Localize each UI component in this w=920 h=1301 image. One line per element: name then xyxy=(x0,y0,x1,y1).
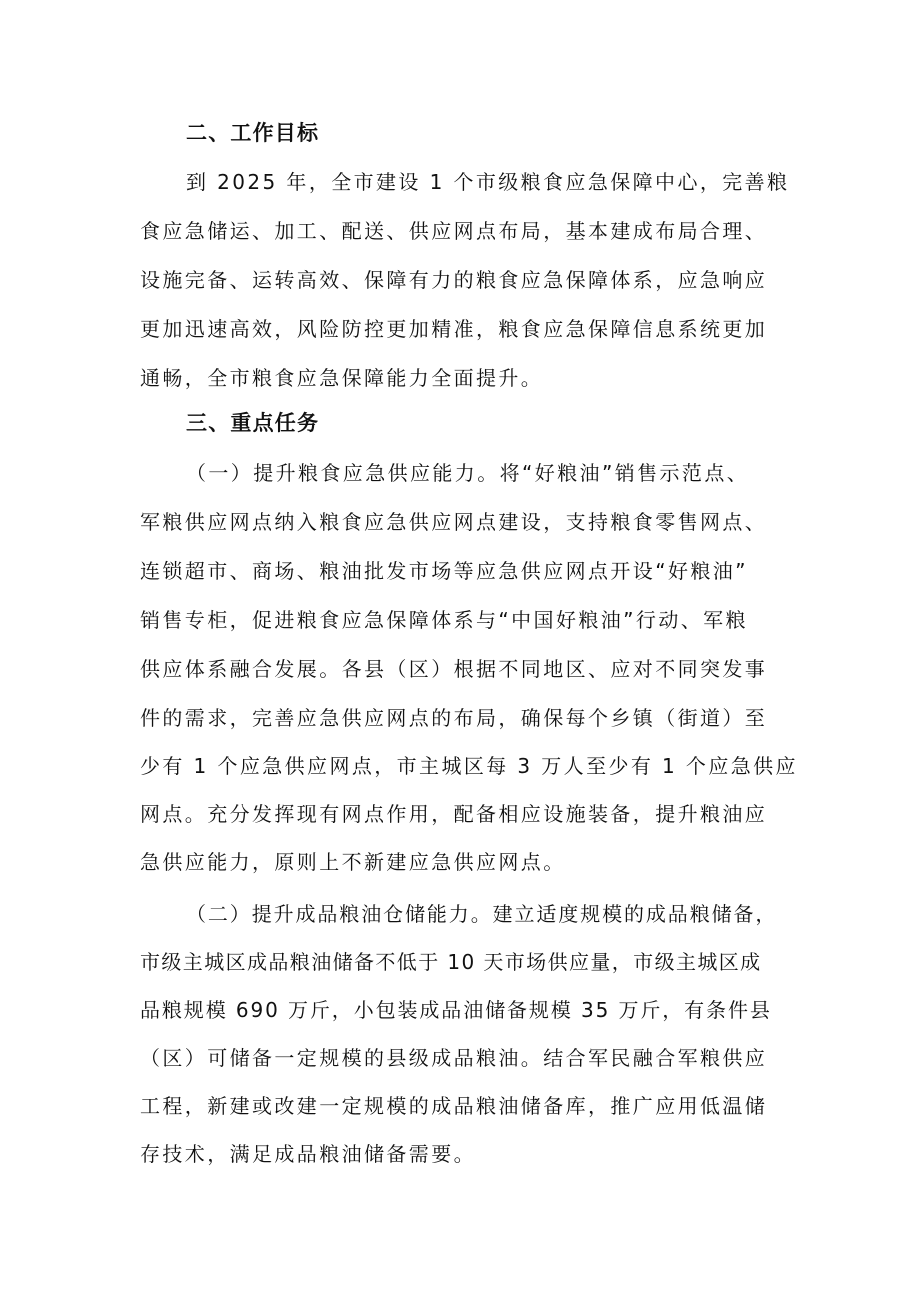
paragraph-line: 少有 1 个应急供应网点，市主城区每 3 万人至少有 1 个应急供应 xyxy=(140,754,798,778)
paragraph-line: 更加迅速高效，风险防控更加精准，粮食应急保障信息系统更加 xyxy=(140,317,768,341)
paragraph-line: 连锁超市、商场、粮油批发市场等应急供应网点开设“好粮油” xyxy=(140,559,748,583)
paragraph-line: （区）可储备一定规模的县级成品粮油。结合军民融合军粮供应 xyxy=(140,1046,768,1070)
paragraph-line: 存技术，满足成品粮油储备需要。 xyxy=(140,1142,476,1166)
paragraph-line: 军粮供应网点纳入粮食应急供应网点建设，支持粮食零售网点、 xyxy=(140,510,768,534)
paragraph-line: （一）提升粮食应急供应能力。将“好粮油”销售示范点、 xyxy=(186,461,750,485)
paragraph-line: 到 2025 年，全市建设 1 个市级粮食应急保障中心，完善粮 xyxy=(186,170,790,194)
paragraph-line: 通畅，全市粮食应急保障能力全面提升。 xyxy=(140,366,544,390)
section-heading-goals: 二、工作目标 xyxy=(186,121,320,145)
paragraph-line: 设施完备、运转高效、保障有力的粮食应急保障体系，应急响应 xyxy=(140,268,768,292)
paragraph-line: 食应急储运、加工、配送、供应网点布局，基本建成布局合理、 xyxy=(140,219,768,243)
paragraph-line: 件的需求，完善应急供应网点的布局，确保每个乡镇（街道）至 xyxy=(140,706,768,730)
paragraph-line: 销售专柜，促进粮食应急保障体系与“中国好粮油”行动、军粮 xyxy=(140,608,748,632)
paragraph-line: 网点。充分发挥现有网点作用，配备相应设施装备，提升粮油应 xyxy=(140,802,768,826)
paragraph-line: 供应体系融合发展。各县（区）根据不同地区、应对不同突发事 xyxy=(140,657,768,681)
paragraph-line: 急供应能力，原则上不新建应急供应网点。 xyxy=(140,850,566,874)
paragraph-line: （二）提升成品粮油仓储能力。建立适度规模的成品粮储备， xyxy=(186,902,778,926)
paragraph-line: 品粮规模 690 万斤，小包装成品油储备规模 35 万斤，有条件县 xyxy=(140,998,772,1022)
paragraph-line: 工程，新建或改建一定规模的成品粮油储备库，推广应用低温储 xyxy=(140,1094,768,1118)
paragraph-line: 市级主城区成品粮油储备不低于 10 天市场供应量，市级主城区成 xyxy=(140,950,762,974)
section-heading-tasks: 三、重点任务 xyxy=(186,411,320,435)
